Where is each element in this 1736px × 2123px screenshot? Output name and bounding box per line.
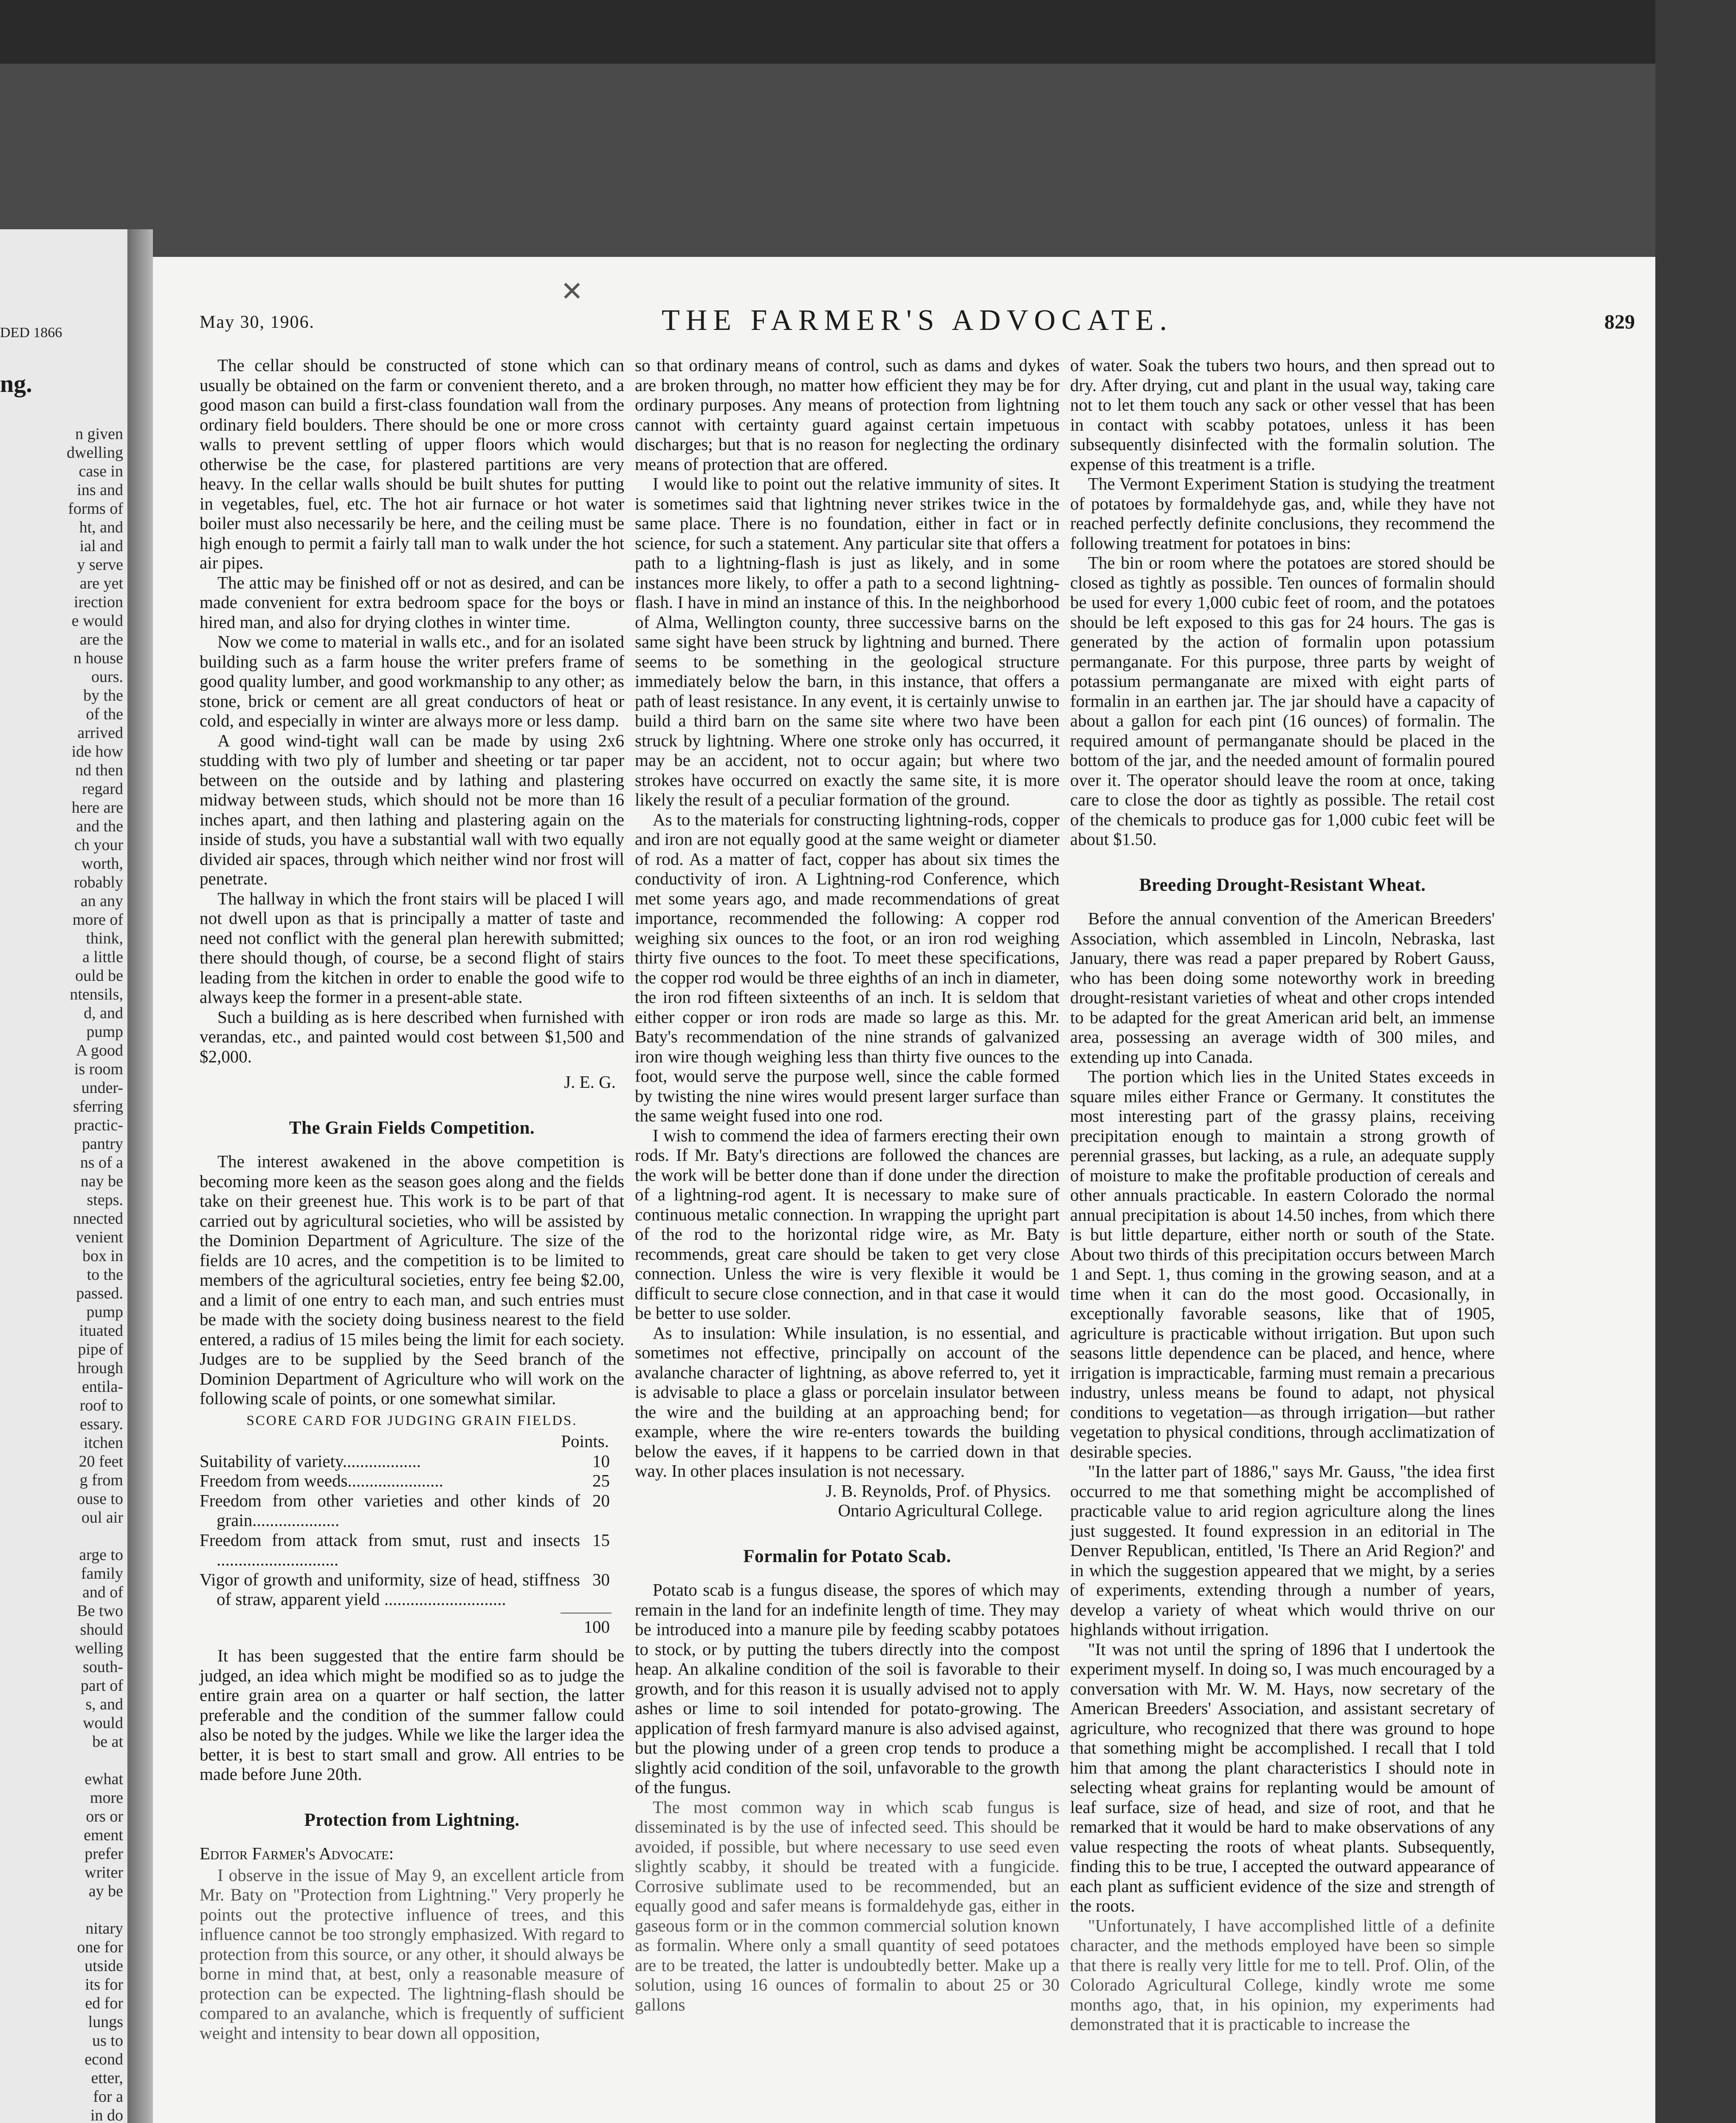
paragraph: so that ordinary means of control, such as dams and dykes are broken through, no matter how efficient they may be for ordinary purposes. Any means of protection from lightning cannot with certainty guard against certain impetuous discharges; but that is no reason for neglecting the ordinary means of protection that are offered.: [635, 355, 1060, 474]
paragraph: Potato scab is a fungus disease, the spores of which may remain in the land for an indefinite length of time. They may be introduced into a manure pile by feeding scabby potatoes to stock, or by putting the tubers directly into the compost heap. An alkaline condition of the soil is favorable to their growth, and for this reason it is usually advised not to apply ashes or lime to soil intended for potato-growing. The application of fresh farmyard manure is also advised against, but the plowing under of a green crop tends to produce a slightly acid condition of the soil, unfavorable to the growth of the fungus.: [635, 1580, 1060, 1797]
score-points: 20: [592, 1490, 610, 1510]
adjacent-page-line: ins and: [77, 481, 123, 499]
adjacent-page-line: welling: [75, 1639, 123, 1657]
paragraph: The attic may be finished off or not as desired, and can be made convenient for extra bedroom space for the boys or hired man, and also for drying clothes in winter time.: [200, 572, 624, 632]
score-points: 25: [592, 1471, 610, 1490]
adjacent-page-line: for a: [93, 2088, 123, 2106]
adjacent-page-line: box in: [82, 1247, 123, 1265]
adjacent-page-line: dwelling: [67, 444, 123, 462]
author-signature: J. E. G.: [564, 1072, 616, 1092]
adjacent-page-line: under-: [81, 1079, 123, 1097]
paragraph: The most common way in which scab fungus is disseminated is by the use of infected seed. This should be avoided, if possible, but where necessary to use seed even slightly scabby, it should be treated with a fungicide. Corrosive sublimate used to be recommended, but an equally good and safer means is formaldehyde gas, either in gaseous form or in the common commercial solution known as formalin. Where only a small quantity of seed potatoes are to be treated, the latter is undoubtedly better. Make up a solution, using 16 ounces of formalin to about 25 or 30 gallons: [635, 1797, 1060, 2014]
adjacent-page-line: lungs: [88, 2013, 123, 2031]
score-points: 30: [592, 1569, 610, 1589]
adjacent-page-line: robably: [73, 873, 123, 891]
adjacent-page-line: one for: [77, 1938, 123, 1956]
adjacent-page-line: and the: [76, 817, 123, 835]
masthead-title: THE FARMER'S ADVOCATE.: [661, 304, 1173, 337]
paragraph: I observe in the issue of May 9, an excellent article from Mr. Baty on "Protection from Lightning." Very properly he points out the protective influence of trees, and this influence cannot be too strongly emphasized. With regard to protection from this source, or any other, it should always be borne in mind that, at best, only a reasonable measure of protection can be expected. The lightning-flash should be compared to an avalanche, which is frequently of sufficient weight and intensity to bear down all opposition,: [200, 1865, 624, 2043]
adjacent-page-line: are yet: [79, 574, 123, 592]
adjacent-page-line: regard: [82, 780, 123, 798]
adjacent-page-line: n given: [75, 425, 123, 443]
paragraph: Now we come to material in walls etc., and for an isolated building such as a farm house the writer prefers frame of good quality lumber, and good workmanship to any other; as stone, brick or cement are all great conductors of heat or cold, and especially in winter are always more or less damp.: [200, 632, 624, 730]
adjacent-page-line: prefer: [85, 1845, 123, 1863]
editor-salutation: Editor Farmer's Advocate:: [200, 1844, 394, 1863]
newspaper-page: [153, 257, 1656, 2123]
adjacent-page-line: ntensils,: [70, 985, 123, 1003]
adjacent-page-line: steps.: [87, 1191, 123, 1209]
adjacent-page-line: n house: [73, 649, 123, 667]
adjacent-page-line: hrough: [77, 1359, 123, 1377]
paragraph: I would like to point out the relative immunity of sites. It is sometimes said that lightning never strikes twice in the same place. There is no foundation, either in fact or in science, for such a statement. Any particular site that offers a path to a lightning-flash is just as likely, and in some instances more likely, to offer a path to a second lightning-flash. I have in mind an instance of this. In the neighborhood of Alma, Wellington county, three successive barns on the same sight have been struck by lightning and burned. There seems to be something in the geological structure immediately below the barn, in this instance, that offers a path of least resistance. In any event, it is certainly unwise to build a third barn on the same site where two have been struck by lightning. Where one stroke only has occurred, it may be an accident, not to occur again; but where two strokes have occurred on exactly the same site, it is more likely the result of a peculiar formation of the ground.: [635, 474, 1060, 809]
adjacent-page-line: ay be: [88, 1882, 123, 1900]
paragraph: "In the latter part of 1886," says Mr. Gauss, "the idea first occurred to me that something might be accomplished of practicable value to arid region agriculture along the lines just suggested. It found expression in an editorial in The Denver Republican, entitled, 'Is There an Arid Region?' and in which the suggestion appeared that we might, by a series of experiments, extending through a number of years, develop a variety of wheat which would thrive on our highlands without irrigation.: [1070, 1461, 1495, 1639]
paragraph: Before the annual convention of the American Breeders' Association, which assembled in Lincoln, Nebraska, last January, there was read a paper prepared by Robert Gauss, who has been doing some noteworthy work in breeding drought-resistant varieties of wheat and other crops intended to be adapted for the great American arid belt, an immense area, possessing an average width of 300 miles, and extending up into Canada.: [1070, 909, 1495, 1067]
paragraph: As to the materials for constructing lightning-rods, copper and iron are not equally good at the same weight or diameter of rod. As a matter of fact, copper has about six times the conductivity of iron. A Lightning-rod Conference, which met some years ago, and made recommendations of great importance, recommended the following: A copper rod weighing six ounces to the foot, or an iron rod weighing thirty five ounces to the foot. To meet these specifications, the copper rod would be three eighths of an inch in diameter, the iron rod fifteen sixteenths of an inch. It is seldom that either copper or iron rods are made so large as this. Mr. Baty's recommendation of the nine strands of galvanized iron wire though weighing less than thirty five ounces to the foot, would serve the purpose well, since the cable formed by twisting the nine wires would present larger surface than the same weight fused into one rod.: [635, 809, 1060, 1125]
adjacent-page-header: DED 1866: [0, 325, 62, 341]
adjacent-page-line: practic-: [73, 1116, 123, 1134]
adjacent-page-line: is room: [74, 1060, 123, 1078]
adjacent-page-line: think,: [86, 929, 123, 947]
adjacent-page-line: pump: [86, 1303, 123, 1321]
adjacent-page-line: by the: [83, 687, 123, 704]
adjacent-page-line: and of: [82, 1583, 123, 1601]
adjacent-page-line: nd then: [75, 761, 123, 779]
score-criterion: Suitability of variety..................: [200, 1451, 421, 1471]
issue-date: May 30, 1906.: [200, 313, 315, 332]
adjacent-page-line: Be two: [77, 1602, 123, 1620]
score-criterion: Freedom from weeds......................: [200, 1471, 443, 1490]
adjacent-page-text: [0, 425, 123, 2123]
adjacent-page-line: should: [80, 1621, 123, 1639]
adjacent-page-line: pipe of: [78, 1340, 123, 1358]
score-card-points-header: Points.: [561, 1431, 609, 1451]
adjacent-page-line: of the: [86, 705, 123, 723]
adjacent-page-heading: ng.: [0, 370, 32, 397]
adjacent-page-line: nnected: [73, 1210, 123, 1228]
adjacent-page-line: itchen: [84, 1434, 123, 1452]
adjacent-page-line: roof to: [79, 1397, 123, 1414]
column-2: [635, 355, 1060, 2014]
adjacent-page-line: here are: [71, 799, 123, 817]
adjacent-page-line: arrived: [77, 724, 123, 742]
page-gutter: [127, 229, 153, 2123]
adjacent-page-line: utside: [85, 1957, 123, 1975]
paragraph: The hallway in which the front stairs will be placed I will not dwell upon as that is principally a matter of taste and need not conflict with the general plan herewith submitted; there should though, of course, be a second flight of stairs leading from the kitchen in order to enable the good wife to always keep the former in a present-able state.: [200, 888, 624, 1007]
adjacent-page-line: s, and: [85, 1695, 123, 1713]
adjacent-page-line: to the: [87, 1266, 123, 1284]
adjacent-page-line: ch your: [74, 836, 123, 854]
article-headline-formalin: Formalin for Potato Scab.: [743, 1546, 951, 1566]
adjacent-page-line: writer: [85, 1864, 123, 1881]
adjacent-page-line: part of: [80, 1677, 123, 1695]
adjacent-page-line: ewhat: [85, 1770, 123, 1788]
adjacent-page-line: a little: [82, 948, 123, 966]
adjacent-page-line: south-: [83, 1658, 123, 1676]
article-headline-wheat: Breeding Drought-Resistant Wheat.: [1139, 875, 1426, 895]
score-card-row: [200, 1530, 624, 1570]
adjacent-page-line: are the: [79, 631, 123, 648]
adjacent-page-line: [0, 1751, 123, 1770]
adjacent-page-line: case in: [79, 462, 123, 480]
adjacent-page-line: etter,: [91, 2069, 123, 2087]
adjacent-page-line: [0, 1901, 123, 1919]
adjacent-page-line: 20 feet: [79, 1453, 123, 1470]
adjacent-page-line: us to: [92, 2032, 123, 2050]
adjacent-page-line: d, and: [84, 1004, 123, 1022]
paragraph: A good wind-tight wall can be made by using 2x6 studding with two ply of lumber and sheeting or tar paper between on the outside and by lathing and plastering midway between studs, which should not be more than 16 inches apart, and then lathing and plastering again on the inside of studs, you have a substantial wall with two equally divided air spaces, through which neither wind nor frost will penetrate.: [200, 730, 624, 888]
adjacent-page-line: A good: [76, 1042, 123, 1059]
adjacent-page-line: ht, and: [79, 518, 123, 536]
adjacent-page-line: nitary: [85, 1920, 123, 1937]
score-card-table: [200, 1451, 624, 1609]
adjacent-page-line: more: [90, 1789, 123, 1807]
article-headline-grain-fields: The Grain Fields Competition.: [289, 1118, 535, 1138]
adjacent-page-line: ns of a: [80, 1154, 123, 1171]
adjacent-page-line: ould be: [75, 967, 123, 985]
adjacent-page-line: arge to: [79, 1546, 123, 1564]
adjacent-page-line: venient: [76, 1228, 123, 1246]
adjacent-page-line: essary.: [80, 1415, 123, 1433]
paragraph: of water. Soak the tubers two hours, and then spread out to dry. After drying, cut and plant in the usual way, taking care not to let them touch any sack or other vessel that has been in contact with scabby potatoes, unless it has been subsequently disinfected with the formalin solution. The expense of this treatment is a trifle.: [1070, 355, 1495, 474]
film-border-right: [1655, 0, 1736, 2123]
author-affiliation: Ontario Agricultural College.: [838, 1501, 1043, 1520]
adjacent-page-line: worth,: [81, 855, 123, 873]
adjacent-page-line: g from: [79, 1471, 123, 1489]
paragraph: "It was not until the spring of 1896 that I undertook the experiment myself. In doing so, I was much encouraged by a conversation with Mr. W. M. Hays, now secretary of the American Breeders' Association, and assistant secretary of agriculture, who recognized that there was ground to hope that something might be accomplished. I recall that I told him that among the plant characteristics I should note in selecting wheat grains for replanting would be amount of leaf surface, size of head, and size of root, and that he remarked that it would be hard to make observations of any value respecting the roots of wheat plants. Subsequently, finding this to be true, I accepted the outward appearance of each plant as sufficient evidence of the size and strength of the roots.: [1070, 1639, 1495, 1915]
adjacent-page-line: y serve: [77, 556, 123, 574]
adjacent-page-line: family: [81, 1565, 123, 1582]
adjacent-page-line: entila-: [82, 1378, 123, 1396]
score-criterion: Freedom from other varieties and other kinds of grain....................: [200, 1490, 580, 1530]
paragraph: The Vermont Experiment Station is studying the treatment of potatoes by formaldehyde gas, and, while they have not reached perfectly definite conclusions, they recommend the following treatment for potatoes in bins:: [1070, 474, 1495, 553]
adjacent-page-line: forms of: [68, 500, 123, 518]
adjacent-page-line: its for: [85, 1976, 123, 1993]
pencil-mark: ✕: [561, 276, 583, 307]
adjacent-page-line: be at: [92, 1733, 123, 1751]
paragraph: As to insulation: While insulation, is no essential, and sometimes not effective, principally on account of the avalanche character of lightning, as above referred to, yet it is advisable to place a glass or porcelain insulator between the wire and the building at an approaching bend; for example, where the wire re-enters towards the building below the eaves, if it happens to be carried down in that way. In other places insulation is not necessary.: [635, 1323, 1060, 1481]
score-criterion: Vigor of growth and uniformity, size of head, stiffness of straw, apparent yield ............................: [200, 1569, 580, 1609]
page-number: 829: [1604, 311, 1635, 333]
paragraph: The cellar should be constructed of stone which can usually be obtained on the farm or convenient thereto, and a good mason can build a first-class foundation wall from the ordinary field boulders. There should be one or more cross walls to prevent settling of upper floors which would otherwise be the case, for plastered partitions are very heavy. In the cellar walls should be built shutes for putting in vegetables, fuel, etc. The hot air furnace or hot water boiler must also necessarily be here, and the ceiling must be high enough to permit a fairly tall man to walk under the hot air pipes.: [200, 355, 624, 572]
score-card-row: [200, 1471, 624, 1491]
author-byline: J. B. Reynolds, Prof. of Physics.: [826, 1481, 1051, 1501]
adjacent-page-line: ituated: [79, 1322, 123, 1340]
score-criterion: Freedom from attack from smut, rust and insects ............................: [200, 1530, 580, 1569]
score-card-row: [200, 1570, 624, 1609]
adjacent-page-line: ed for: [85, 1994, 123, 2012]
adjacent-page-line: oul air: [81, 1509, 123, 1526]
adjacent-page-line: nay be: [80, 1172, 123, 1190]
adjacent-page-line: e would: [71, 612, 123, 630]
adjacent-page-line: in do: [90, 2106, 123, 2123]
score-points: 15: [592, 1530, 610, 1550]
column-3: [1070, 355, 1495, 2034]
column-1: [200, 355, 624, 2043]
adjacent-page-line: ial and: [79, 537, 123, 555]
adjacent-page-line: ement: [84, 1826, 123, 1844]
paragraph: The bin or room where the potatoes are stored should be closed as tightly as possible. Ten ounces of formalin should be used for every 1,000 cubic feet of room, and the potatoes should be left exposed to this gas for 24 hours. The gas is generated by the action of formalin upon potassium permanganate. For this purpose, three parts by weight of potassium permanganate are mixed with eight parts of formalin in an earthen jar. The jar should have a capacity of about a gallon for each pint (16 ounces) of formalin. The required amount of permanganate should be placed in the bottom of the jar, and the needed amount of formalin poured over it. The operator should leave the room at once, taking care to close the door as tightly as possible. The retail cost of the chemicals to produce gas for 1,000 cubic feet will be about $1.50.: [1070, 553, 1495, 849]
score-card-title: SCORE CARD FOR JUDGING GRAIN FIELDS.: [246, 1413, 578, 1428]
score-card-row: [200, 1451, 624, 1471]
article-headline-lightning: Protection from Lightning.: [304, 1810, 520, 1830]
adjacent-page-strip: [0, 229, 127, 2123]
adjacent-page-line: [0, 1527, 123, 1546]
adjacent-page-line: irection: [73, 593, 123, 611]
adjacent-page-line: pump: [86, 1023, 123, 1041]
film-border-top: [0, 0, 1736, 64]
adjacent-page-line: an any: [80, 892, 123, 910]
adjacent-page-line: ide how: [71, 743, 123, 760]
adjacent-page-line: econd: [85, 2050, 123, 2068]
paragraph: "Unfortunately, I have accomplished little of a definite character, and the methods employed have been so simple that there is really very little for me to tell. Prof. Olin, of the Colorado Agricultural College, kindly wrote me some months ago, that, in his opinion, my experiments had demonstrated that it is practicable to increase the: [1070, 1915, 1495, 2034]
adjacent-page-line: more of: [72, 911, 123, 929]
page-header: [200, 304, 1635, 342]
adjacent-page-line: ours.: [91, 668, 123, 686]
adjacent-page-line: sferring: [73, 1098, 123, 1115]
score-card-total: 100: [583, 1616, 610, 1636]
adjacent-page-line: ors or: [86, 1808, 123, 1825]
score-card-row: [200, 1491, 624, 1530]
paragraph: I wish to commend the idea of farmers erecting their own rods. If Mr. Baty's directions are followed the chances are the work will be better done than if done under the direction of a lightning-rod agent. It is necessary to make sure of continuous metalic connection. In wrapping the upright part of the rod to the horizontal ridge wire, as Mr. Baty recommends, great care should be taken to get very close connection. Unless the wire is very flexible it would be difficult to secure close connection, and in that case it would be better to use solder.: [635, 1125, 1060, 1323]
adjacent-page-line: would: [83, 1714, 123, 1732]
paragraph: It has been suggested that the entire farm should be judged, an idea which might be modified so as to judge the entire grain area on a quarter or half section, the latter preferable and the condition of the summer fallow could also be noted by the judges. While we like the larger idea the better, it is best to start small and grow. All entries to be made before June 20th.: [200, 1646, 624, 1784]
adjacent-page-line: passed.: [76, 1284, 123, 1302]
adjacent-page-line: ouse to: [77, 1490, 123, 1508]
paragraph: Such a building as is here described when furnished with verandas, etc., and painted would cost between $1,500 and $2,000.: [200, 1007, 624, 1066]
score-points: 10: [592, 1451, 610, 1471]
adjacent-page-line: pantry: [82, 1135, 123, 1153]
paragraph: The portion which lies in the United States exceeds in square miles either France or Germany. It constitutes the most interesting part of the grassy plains, receiving precipitation enough to maintain a strong growth of perennial grasses, but lacking, as a rule, an adequate supply of moisture to make the profitable production of cereals and other annuals practicable. In eastern Colorado the normal annual precipitation is about 14.50 inches, from which there is but little departure, either north or south of the State. About two thirds of this precipitation occurs between March 1 and Sept. 1, thus coming in the growing season, and at a time when it can do the most good. Occasionally, in exceptionally favorable seasons, like that of 1905, agriculture is practicable without irrigation. But upon such seasons little dependence can be placed, and hence, where irrigation is impracticable, farming must remain a precarious industry, unless means be found to adapt, not physical conditions to vegetation—as through irrigation—but rather vegetation to physical conditions, through acclimatization of desirable species.: [1070, 1067, 1495, 1461]
paragraph: The interest awakened in the above competition is becoming more keen as the season goes along and the fields take on their greenest hue. This work is to be part of that carried out by agricultural societies, who will be assisted by the Dominion Department of Agriculture. The size of the fields are 10 acres, and the competition is to be limited to members of the agricultural societies, entry fee being $2.00, and a limit of one entry to each man, and such entries must be made with the society doing business nearest to the field entered, a radius of 15 miles being the limit for each society. Judges are to be supplied by the Seed branch of the Dominion Department of Agriculture who will work on the following scale of points, or one somewhat similar.: [200, 1152, 624, 1408]
